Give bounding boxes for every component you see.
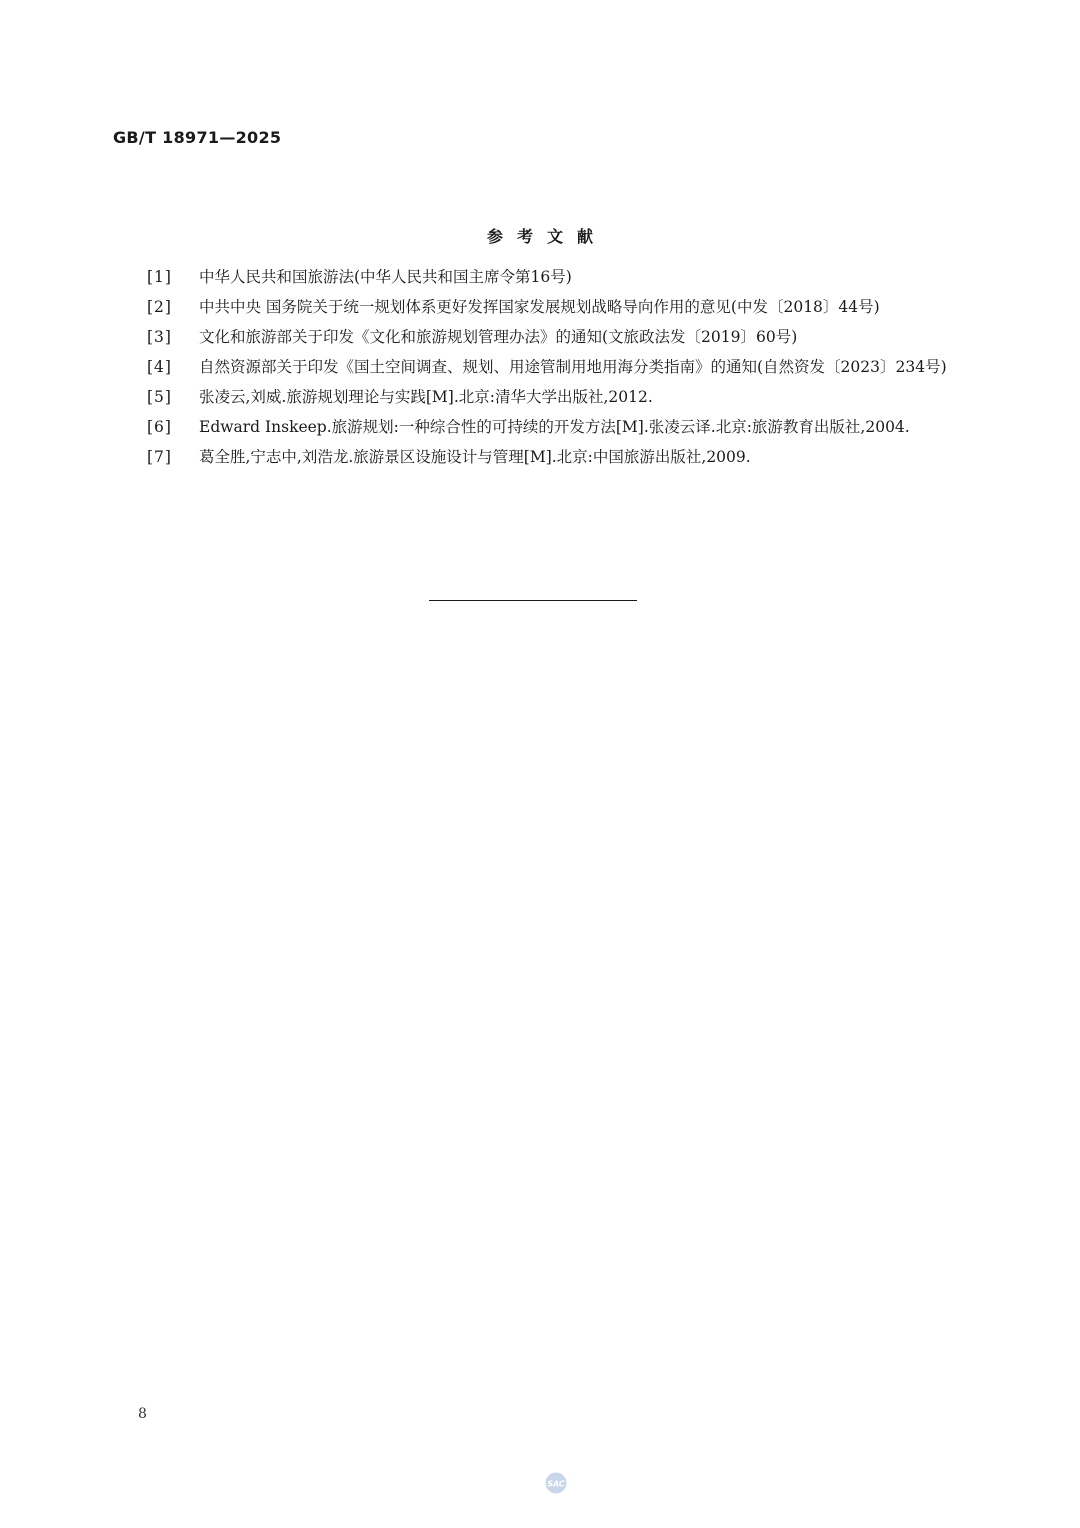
reference-number: [3] bbox=[147, 328, 172, 346]
reference-number: [2] bbox=[147, 298, 172, 316]
reference-text: 自然资源部关于印发《国土空间调查、规划、用途管制用地用海分类指南》的通知(自然资发〔2023〕234号) bbox=[199, 358, 947, 376]
reference-item bbox=[113, 262, 953, 292]
logo-text: SAC bbox=[547, 1479, 565, 1489]
reference-number: [5] bbox=[147, 388, 172, 406]
reference-number: [7] bbox=[147, 448, 172, 466]
reference-item bbox=[113, 382, 953, 412]
reference-item bbox=[113, 322, 953, 352]
reference-item bbox=[113, 412, 953, 442]
reference-number: [4] bbox=[147, 358, 172, 376]
reference-text: 中华人民共和国旅游法(中华人民共和国主席令第16号) bbox=[199, 268, 572, 286]
reference-item bbox=[113, 442, 953, 472]
reference-text: 张凌云,刘威.旅游规划理论与实践[M].北京:清华大学出版社,2012. bbox=[199, 388, 653, 406]
section-title: 参考文献 bbox=[486, 227, 607, 246]
reference-item bbox=[113, 352, 953, 382]
reference-text: 中共中央 国务院关于统一规划体系更好发挥国家发展规划战略导向作用的意见(中发〔2018〕44号) bbox=[199, 298, 880, 316]
reference-text: 葛全胜,宁志中,刘浩龙.旅游景区设施设计与管理[M].北京:中国旅游出版社,2009. bbox=[199, 448, 751, 466]
sac-logo-icon bbox=[541, 1472, 571, 1494]
reference-list bbox=[113, 262, 953, 472]
reference-text: Edward Inskeep.旅游规划:一种综合性的可持续的开发方法[M].张凌云译.北京:旅游教育出版社,2004. bbox=[199, 418, 910, 436]
reference-number: [1] bbox=[147, 268, 172, 286]
document-code: GB/T 18971—2025 bbox=[113, 128, 282, 147]
reference-item bbox=[113, 292, 953, 322]
end-rule bbox=[429, 600, 637, 601]
page-number: 8 bbox=[138, 1406, 147, 1422]
reference-text: 文化和旅游部关于印发《文化和旅游规划管理办法》的通知(文旅政法发〔2019〕60号) bbox=[199, 328, 798, 346]
reference-number: [6] bbox=[147, 418, 172, 436]
